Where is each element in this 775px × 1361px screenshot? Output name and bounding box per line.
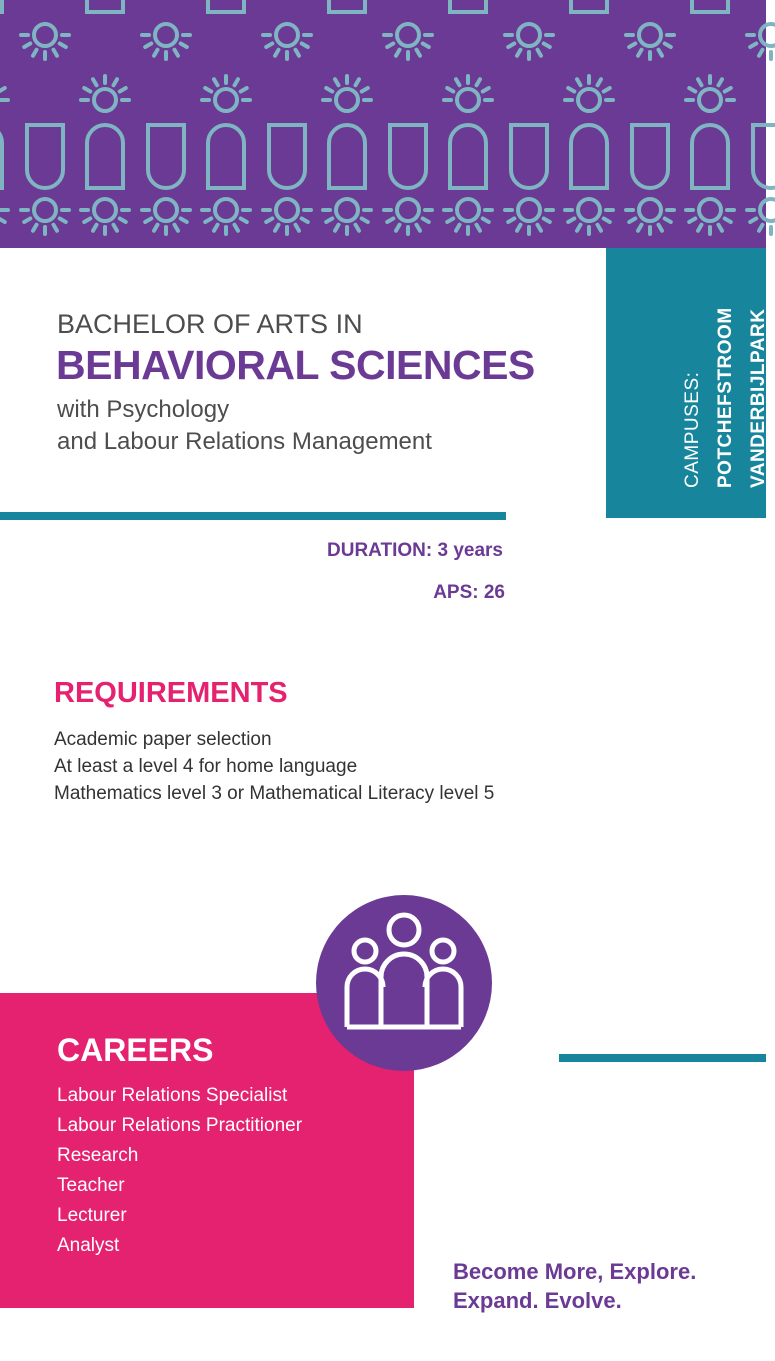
sun-motif (626, 199, 674, 234)
arch-motif (571, 0, 607, 12)
arch-motif (87, 125, 123, 188)
tagline-line: Expand. Evolve. (453, 1288, 622, 1313)
arch-motif (148, 125, 184, 188)
arch-motif (208, 125, 244, 188)
sun-motif (505, 24, 553, 59)
careers-heading: CAREERS (57, 1032, 214, 1068)
career-item: Analyst (57, 1235, 120, 1256)
arch-motif (692, 0, 728, 12)
requirement-item: Academic paper selection (54, 729, 272, 750)
sun-motif (747, 199, 775, 234)
arch-motif (0, 125, 2, 188)
subtitle-line: and Labour Relations Management (57, 428, 432, 455)
sun-motif (202, 199, 250, 234)
degree-prefix: BACHELOR OF ARTS IN (57, 309, 363, 339)
arch-motif (390, 125, 426, 188)
sun-motif (747, 24, 775, 59)
sun-motif (565, 76, 613, 111)
divider-line (559, 1054, 766, 1062)
duration-text: DURATION: 3 years (327, 540, 503, 561)
arch-motif (329, 0, 365, 12)
sun-motif (384, 199, 432, 234)
sun-motif (81, 76, 129, 111)
careers-list (57, 1081, 302, 1261)
sun-motif (0, 76, 8, 111)
sun-motif (202, 76, 250, 111)
requirements-list (54, 726, 494, 807)
career-item: Research (57, 1145, 139, 1166)
aps-text: APS: 26 (433, 582, 505, 603)
sun-motif (0, 199, 8, 234)
arch-motif (329, 125, 365, 188)
sun-motif (444, 199, 492, 234)
arch-motif (208, 0, 244, 12)
campus-item: VANDERBIJLPARK (748, 308, 769, 488)
sun-motif (142, 199, 190, 234)
arch-motif (269, 125, 305, 188)
campus-list (676, 307, 775, 488)
sun-motif (21, 199, 69, 234)
sun-motif (686, 76, 734, 111)
degree-title: BEHAVIORAL SCIENCES (56, 342, 535, 388)
sun-motif (263, 199, 311, 234)
sun-motif (263, 24, 311, 59)
requirements-heading: REQUIREMENTS (54, 677, 288, 709)
career-item: Lecturer (57, 1205, 127, 1226)
tagline (453, 1257, 696, 1315)
arch-motif (511, 125, 547, 188)
career-item: Labour Relations Specialist (57, 1085, 288, 1106)
arch-motif (632, 125, 668, 188)
arch-motif (87, 0, 123, 12)
sun-arch-pattern (0, 0, 766, 248)
career-item: Teacher (57, 1175, 125, 1196)
arch-motif (450, 0, 486, 12)
arch-motif (571, 125, 607, 188)
careers-icon-circle (316, 895, 492, 1071)
sun-motif (686, 199, 734, 234)
arch-motif (450, 125, 486, 188)
sun-motif (142, 24, 190, 59)
subtitle-line: with Psychology (57, 396, 230, 423)
tagline-line: Become More, Explore. (453, 1259, 697, 1284)
sun-motif (505, 199, 553, 234)
sun-motif (565, 199, 613, 234)
arch-motif (692, 125, 728, 188)
requirement-item: Mathematics level 3 or Mathematical Literacy level 5 (54, 783, 495, 804)
sun-motif (384, 24, 432, 59)
arch-motif (27, 125, 63, 188)
sun-motif (21, 24, 69, 59)
sun-motif (626, 24, 674, 59)
sun-motif (81, 199, 129, 234)
campus-item: POTCHEFSTROOM (715, 307, 736, 488)
career-item: Labour Relations Practitioner (57, 1115, 303, 1136)
degree-subtitle (57, 394, 432, 458)
sun-motif (444, 76, 492, 111)
requirement-item: At least a level 4 for home language (54, 756, 358, 777)
people-group-icon (316, 895, 492, 1071)
arch-motif (0, 0, 2, 12)
sun-motif (323, 76, 371, 111)
pattern-banner (0, 0, 766, 248)
arch-motif (753, 125, 775, 188)
sun-motif (323, 199, 371, 234)
divider-line (0, 512, 506, 520)
campus-label: CAMPUSES: (682, 371, 703, 488)
